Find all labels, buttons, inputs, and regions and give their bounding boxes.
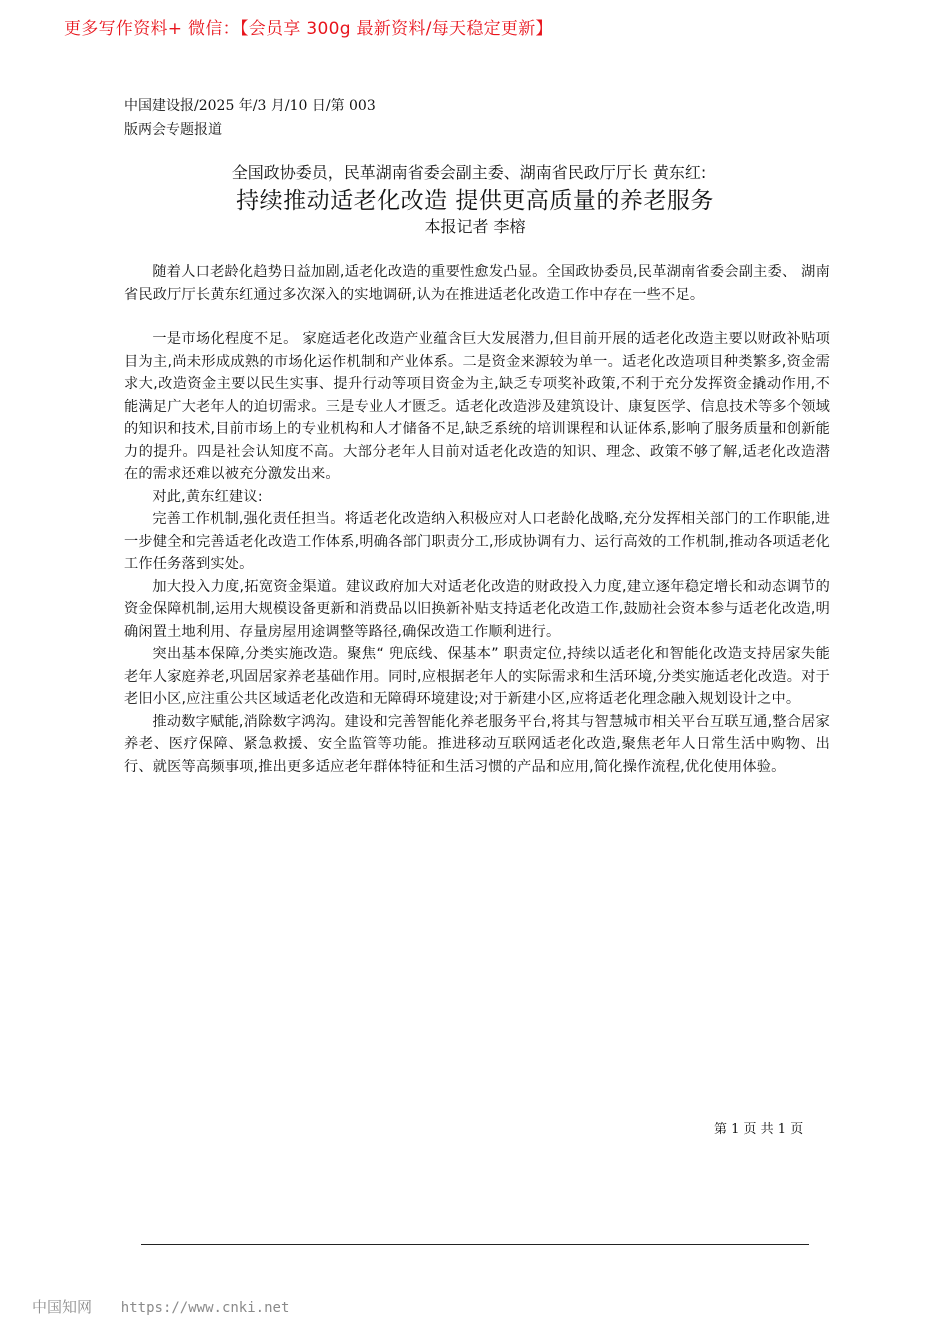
paragraph: 对此,黄东红建议: — [152, 488, 263, 505]
paragraph: 加大投入力度,拓宽资金渠道。建议政府加大对适老化改造的财政投入力度,建立逐年稳定增长和动态调节的资金保障机制,运用大规模设备更新和消费品以旧换新补贴支持适老化改造工作,鼓励社会资本参与适老化改造,明确闲置土地利用、存量房屋用途调整等路径,确保改造工作顺利进行。 — [124, 578, 830, 640]
footer-url-link[interactable]: https://www.cnki.net — [120, 1300, 290, 1316]
paragraph: 一是市场化程度不足。 家庭适老化改造产业蕴含巨大发展潜力,但目前开展的适老化改造主要以财政补贴项目为主,尚未形成成熟的市场化运作机制和产业体系。二是资金来源较为单一。适老化改造项目种类繁多,资金需求大,改造资金主要以民生实事、提升行动等项目资金为主,缺乏专项奖补政策,不利于充分发挥资金撬动作用,不能满足广大老年人的迫切需求。三是专业人才匮乏。适老化改造涉及建筑设计、康复医学、信息技术等多个领域的知识和技术,目前市场上的专业机构和人才储备不足,缺乏系统的培训课程和认证体系,影响了服务质量和创新能力的提升。四是社会认知度不高。大部分老年人目前对适老化改造的知识、理念、政策不够了解,适老化改造潜在的需求还难以被充分激发出来。 — [124, 331, 830, 482]
footer — [32, 1296, 289, 1317]
paragraph: 突出基本保障,分类实施改造。聚焦“ 兜底线、保基本” 职责定位,持续以适老化和智能化改造支持居家失能老年人家庭养老,巩固居家养老基础作用。同时,应根据老年人的实际需求和生活环境,分类实施适老化改造。对于老旧小区,应注重公共区域适老化改造和无障碍环境建设;对于新建小区,应将适老化理念融入规划设计之中。 — [124, 646, 830, 707]
article-body — [124, 261, 830, 778]
section-line: 版两会专题报道 — [124, 122, 222, 138]
article-subtitle: 全国政协委员，民革湖南省委会副主委、湖南省民政厅厅长 黄东红: — [231, 163, 707, 182]
page-indicator: 第 1 页 共 1 页 — [714, 1122, 804, 1137]
footer-brand: 中国知网 — [32, 1298, 93, 1316]
footer-divider — [141, 1244, 809, 1245]
paragraph: 完善工作机制,强化责任担当。将适老化改造纳入积极应对人口老龄化战略,充分发挥相关部门的工作职能,进一步健全和完善适老化改造工作体系,明确各部门职责分工,形成协调有力、运行高效的工作机制,推动各项适老化工作任务落到实处。 — [124, 511, 830, 572]
article-byline: 本报记者 李榕 — [424, 217, 526, 236]
source-info — [124, 94, 376, 142]
article-title: 持续推动适老化改造 提供更高质量的养老服务 — [236, 188, 714, 214]
paragraph: 随着人口老龄化趋势日益加剧,适老化改造的重要性愈发凸显。全国政协委员,民革湖南省委会副主委、 湖南省民政厅厅长黄东红通过多次深入的实地调研,认为在推进适老化改造工作中存在一些不足。 — [124, 264, 830, 303]
promo-banner: 更多写作资料+ 微信：【会员享 300g 最新资料/每天稳定更新】 — [64, 19, 553, 39]
source-line: 中国建设报/2025 年/3 月/10 日/第 003 — [124, 98, 376, 114]
paragraph: 推动数字赋能,消除数字鸿沟。建设和完善智能化养老服务平台,将其与智慧城市相关平台互联互通,整合居家养老、医疗保障、紧急救援、安全监管等功能。推进移动互联网适老化改造,聚焦老年人日常生活中购物、出行、就医等高频事项,推出更多适应老年群体特征和生活习惯的产品和应用,简化操作流程,优化使用体验。 — [124, 713, 830, 775]
